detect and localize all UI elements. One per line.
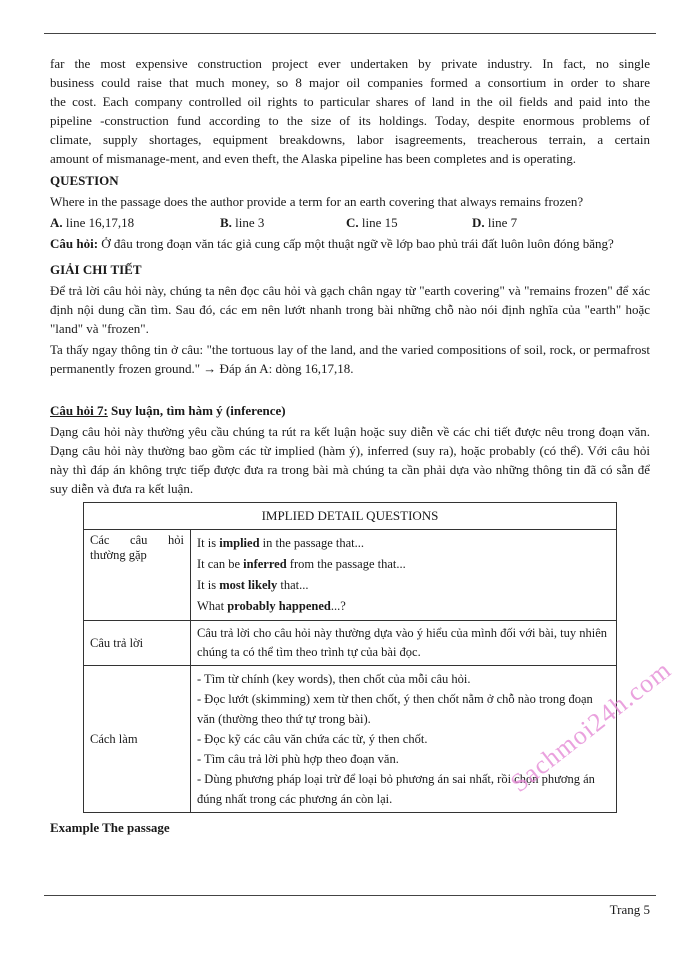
method-step: - Đọc lướt (skimming) xem từ then chốt, ý then chốt nằm ở chỗ nào trong đoạn văn (thường theo thứ tự trong bài). (197, 692, 593, 726)
method-step: - Tìm từ chính (key words), then chốt của mỗi câu hỏi. (197, 672, 471, 686)
table-row (84, 621, 617, 666)
common-question-item: It is most likely that... (197, 578, 309, 592)
passage-line: the cost. Each company controlled oil rights to particular shares of land in the oil fields and paid into the (50, 94, 650, 109)
passage-line: business could raise that much money, so 8 major oil companies formed a consortium in order to share (50, 75, 650, 90)
explanation-para-2: Ta thấy ngay thông tin ở câu: "the tortuous lay of the land, and the varied compositions of soil, rock, or permafrost permanently frozen ground." → Đáp án A: dòng 16,17,18. (50, 342, 650, 376)
common-question-item: What probably happened...? (197, 599, 346, 613)
answer-description: Câu trả lời cho câu hỏi này thường dựa vào ý hiểu của mình đối với bài, tuy nhiên chúng ta có thể tìm theo trình tự của bài đọc. (191, 621, 617, 666)
document-body (50, 54, 650, 839)
common-question-item: It is implied in the passage that... (197, 536, 365, 550)
example-heading: Example The passage (50, 820, 170, 835)
page-number: Trang 5 (609, 902, 650, 917)
method-step: - Dùng phương pháp loại trừ để loại bỏ phương án sai nhất, rồi chọn phương án đúng nhất trong các phương án còn lại. (197, 772, 595, 806)
option-d: D. line 7 (472, 215, 518, 230)
section-7-intro: Dạng câu hỏi này thường yêu cầu chúng ta rút ra kết luận hoặc suy diễn về các chi tiết được nêu trong đoạn văn. Dạng câu hỏi này thường bao gồm các từ implied (hàm ý), inferred (suy ra), hoặc probably (có thể). Với câu hỏi này thì đáp án không trực tiếp được đưa ra trong bài mà chúng ta cần phải dựa vào những thông tin đã có sẵn để suy diễn và đưa ra kết luận. (50, 424, 650, 496)
common-questions-list (191, 530, 617, 621)
passage-line: amount of mismanage-ment, and even theft, the Alaska pipeline has been completes and is operating. (50, 151, 576, 166)
table-row (84, 530, 617, 621)
option-c: C. line 15 (346, 215, 398, 230)
passage-line: climate, supply shortages, equipment breakdowns, labor isagreements, treacherous terrain, a certain (50, 132, 650, 147)
explanation-heading: GIẢI CHI TIẾT (50, 262, 142, 277)
option-b: B. line 3 (220, 215, 265, 230)
table-row (84, 666, 617, 813)
footer-rule (44, 895, 656, 896)
question-vi: Câu hỏi: Ở đâu trong đoạn văn tác giả cung cấp một thuật ngữ về lớp bao phủ trái đất luôn luôn đóng băng? (50, 236, 614, 251)
question-text: Where in the passage does the author provide a term for an earth covering that always remains frozen? (50, 194, 584, 209)
explanation-para-1: Để trả lời câu hỏi này, chúng ta nên đọc câu hỏi và gạch chân ngay từ "earth covering" và "remains frozen" để xác định nội dung cần tìm. Sau đó, các em nên lướt nhanh trong bài những chỗ nào nói định nghĩa của "earth" hoặc "land" và "frozen". (50, 283, 650, 336)
table-title: IMPLIED DETAIL QUESTIONS (84, 503, 617, 530)
passage (50, 54, 650, 168)
row-label-answer: Câu trả lời (84, 621, 191, 666)
passage-line: pipeline -construction fund according to the size of its holdings. Today, despite enormous problems of (50, 113, 650, 128)
row-label-method: Cách làm (84, 666, 191, 813)
row-label-common-questions: Các câu hỏi thường gặp (84, 530, 191, 621)
header-rule (44, 33, 656, 34)
section-7-heading: Câu hỏi 7: Suy luận, tìm hàm ý (inference) (50, 403, 286, 418)
passage-line: far the most expensive construction project ever undertaken by private industry. In fact, no single (50, 56, 650, 71)
question-heading: QUESTION (50, 173, 119, 188)
answer-options (50, 212, 650, 234)
method-step: - Tìm câu trả lời phù hợp theo đoạn văn. (197, 752, 399, 766)
watermark: Sachmoi24h.com (505, 654, 677, 798)
option-a: A. line 16,17,18 (50, 215, 135, 230)
method-step: - Đọc kỹ các câu văn chứa các từ, ý then chốt. (197, 732, 428, 746)
common-question-item: It can be inferred from the passage that... (197, 557, 406, 571)
